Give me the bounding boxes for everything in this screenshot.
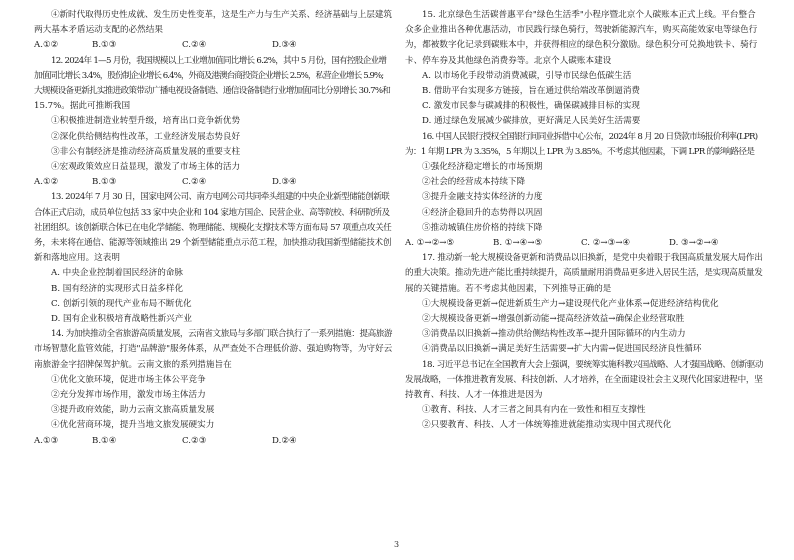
q12-stem-2: 加值同比增长 3.4%，股份制企业增长 6.4%，外商及港澳台商投资企业增长 2.5%，私营企业增长 5.9%; (34, 70, 384, 81)
q14-option-d: D.②④ (272, 435, 297, 446)
q16-choice-5: ⑤推动城镇住房价格的持续下降 (422, 222, 543, 233)
q11-option-b: B.①③ (92, 40, 117, 51)
q17-choice-3: ③消费品以旧换新→推动供给侧结构性改革→提升国际循环的内生动力 (422, 329, 686, 340)
q13-choice-d: D. 国有企业积极培育战略性新兴产业 (51, 314, 192, 325)
q14-options (34, 434, 392, 449)
q13-stem-2: 合体正式启动，成员单位包括 33 家中央企业和 104 家地方国企、民营企业、高等院校、科研院所及 (34, 207, 390, 218)
left-column (34, 8, 392, 449)
page-number: 3 (394, 540, 400, 549)
q14-option-c: C.②③ (182, 435, 207, 446)
q18-stem-2: 发展战略，一体推进教育发展、科技创新、人才培养，在全面建设社会主义现代化国家进程中，坚 (405, 374, 763, 385)
q12-choice-3: ③非公有制经济是推动经济高质量发展的重要支柱 (51, 146, 241, 157)
q11-option-a: A.①② (34, 40, 59, 51)
q13-choice-c: C. 创新引领的现代产业布局不断优化 (51, 298, 192, 309)
q12-choice-1: ①积极推进制造业转型升级，培育出口竞争新优势 (51, 116, 241, 127)
q16-choice-3: ③提升金融支持实体经济的力度 (422, 192, 543, 203)
q14-option-b: B.①④ (92, 435, 117, 446)
q12-options (34, 175, 392, 190)
q18-stem-1: 18. 习近平总书记在全国教育大会上强调，要统筹实施科教兴国战略、人才强国战略、创新驱动 (422, 359, 764, 370)
q12-option-d: D.③④ (272, 177, 297, 188)
q12-choice-2: ②深化供给侧结构性改革，工业经济发展态势良好 (51, 131, 241, 142)
q12-stem-3: 大规模设备更新扎实推进政策带动广播电视设备制造、通信设备制造行业增加值同比分别增长 30.7%和 (34, 86, 391, 97)
q15-choice-d: D. 通过绿色发展减少碳排放，更好满足人民美好生活需要 (422, 116, 641, 127)
q14-stem-1: 14. 为加快推动全省旅游高质量发展，云南省文旅局与多部门联合执行了一系列措施：提高旅游 (51, 329, 393, 340)
q14-choice-4: ④优化营商环境，提升当地文旅发展硬实力 (51, 420, 215, 431)
q13-choice-a: A. 中央企业控制着国民经济的命脉 (51, 268, 183, 279)
q13-choice-b: B. 国有经济的实现形式日益多样化 (51, 283, 184, 294)
q13-stem-5: 新和落地应用。这表明 (34, 253, 120, 264)
q16-option-a: A. ①→②→⑤ (405, 238, 455, 249)
q12-stem-1: 12. 2024年 1—5 月份，我国规模以上工业增加值同比增长 6.2%，其中 5 月份，国有控股企业增 (51, 55, 387, 66)
q15-choice-b: B. 借助平台实现多方链接，旨在通过供给端改革倒逼消费 (422, 86, 641, 97)
q18-choice-2: ②只要教育、科技、人才一体统筹推进就能推动实现中国式现代化 (422, 420, 672, 431)
q17-choice-2: ②大规模设备更新→增强创新动能→提高经济效益→确保企业经营取胜 (422, 314, 685, 325)
q17-stem-3: 展的关键措施。若不考虑其他因素，下列推导正确的是 (405, 283, 612, 294)
q15-choice-a: A. 以市场化手段带动消费减碳，引导市民绿色低碳生活 (422, 70, 632, 81)
q11-option-d: D.③④ (272, 40, 297, 51)
q16-choice-4: ④经济企稳回升的态势得以巩固 (422, 207, 543, 218)
q11-choice-4-cont: 两大基本矛盾运动支配的必然结果 (34, 25, 163, 36)
q15-stem-4: 卡、停车券及其他绿色消费券等。北京个人碳账本建设 (405, 55, 612, 66)
q17-choice-4: ④消费品以旧换新→满足美好生活需要→扩大内需→促进国民经济良性循环 (422, 344, 702, 355)
q13-stem-4: 务，未来将在通信、能源等领域推出 29 个新型储能重点示范工程，加快推动我国新型储能技术创 (34, 238, 392, 249)
q13-stem-1: 13. 2024年 7 月 30 日，国家电网公司、南方电网公司共同牵头组建的中央企业新型储能创新联 (51, 192, 390, 203)
q12-choice-4: ④宏观政策效应日益显现，激发了市场主体的活力 (51, 162, 241, 173)
q18-choice-1: ①教育、科技、人才三者之间具有内在一致性和相互支撑性 (422, 405, 646, 416)
q15-stem-3: 为，都被数字化记录到碳账本中，并获得相应的绿色积分激励。绿色积分可兑换地铁卡、骑行 (405, 40, 758, 51)
q14-choice-2: ②充分发挥市场作用，激发市场主体活力 (51, 390, 206, 401)
q14-choice-1: ①优化文旅环境，促进市场主体公平竞争 (51, 374, 206, 385)
q14-option-a: A.①③ (34, 435, 59, 446)
q17-choice-1: ①大规模设备更新→促进新质生产力→建设现代化产业体系→促进经济结构优化 (422, 298, 719, 309)
q11-choice-4: ④新时代取得历史性成就、发生历史性变革，这是生产力与生产关系、经济基础与上层建筑 (51, 10, 392, 20)
q12-option-c: C.②④ (182, 177, 207, 188)
q12-stem-4: 15.7%。据此可推断我国 (34, 101, 131, 112)
q15-stem-1: 15. 北京绿色生活碳普惠平台"绿色生活季"小程序暨北京个人碳账本正式上线。平台整合 (422, 10, 756, 20)
q16-stem-2: 为：1 年期 LPR 为 3.35%，5 年期以上 LPR 为 3.85%。不考虑其他因素，下调 LPR 的影响路径是 (405, 146, 755, 157)
q16-stem-1: 16. 中国人民银行授权全国银行间同业拆借中心公布，2024年 8 月 20 日贷款市场报价利率(LPR) (422, 131, 758, 142)
q16-options (405, 236, 763, 251)
q12-option-b: B.①③ (92, 177, 117, 188)
q16-option-c: C. ②→③→④ (581, 238, 631, 249)
q17-stem-1: 17. 推动新一轮大规模设备更新和消费品以旧换新，是党中央着眼于我国高质量发展大局作出 (422, 253, 763, 264)
q16-option-d: D. ③→②→④ (669, 238, 719, 249)
q14-stem-2: 市场智慧化监管效能，打造"品牌游"服务体系，从严查处不合理低价游、强迫购物等，为守好云 (34, 344, 393, 355)
q15-choice-c: C. 激发市民参与碳减排的积极性，确保碳减排目标的实现 (422, 101, 640, 112)
q16-choice-2: ②社会的经营成本持续下降 (422, 177, 526, 188)
q17-stem-2: 的重大决策。推动先进产能比重持续提升，高质量耐用消费品更多进入居民生活，是实现高质量发 (405, 268, 763, 279)
q18-stem-3: 持教育、科技、人才一体推进是因为 (405, 390, 543, 401)
q11-options (34, 38, 392, 53)
q14-stem-3: 南旅游金字招牌保驾护航。云南文旅的系列措施旨在 (34, 359, 232, 370)
q16-choice-1: ①强化经济稳定增长的市场预期 (422, 162, 543, 173)
q11-option-c: C.②④ (182, 40, 207, 51)
right-column (405, 8, 763, 434)
q14-choice-3: ③提升政府效能，助力云南文旅高质量发展 (51, 405, 215, 416)
q15-stem-2: 众多企业推出各种优惠活动，市民践行绿色骑行，驾驶新能源汽车，购买高能效家电等绿色行 (405, 25, 758, 36)
q12-option-a: A.①② (34, 177, 59, 188)
q16-option-b: B. ①→④→⑤ (493, 238, 543, 249)
q13-stem-3: 社团组织。该创新联合体已在电化学储能、物理储能、规模化支撑技术等方面布局 57 项重点攻关任 (34, 222, 392, 233)
